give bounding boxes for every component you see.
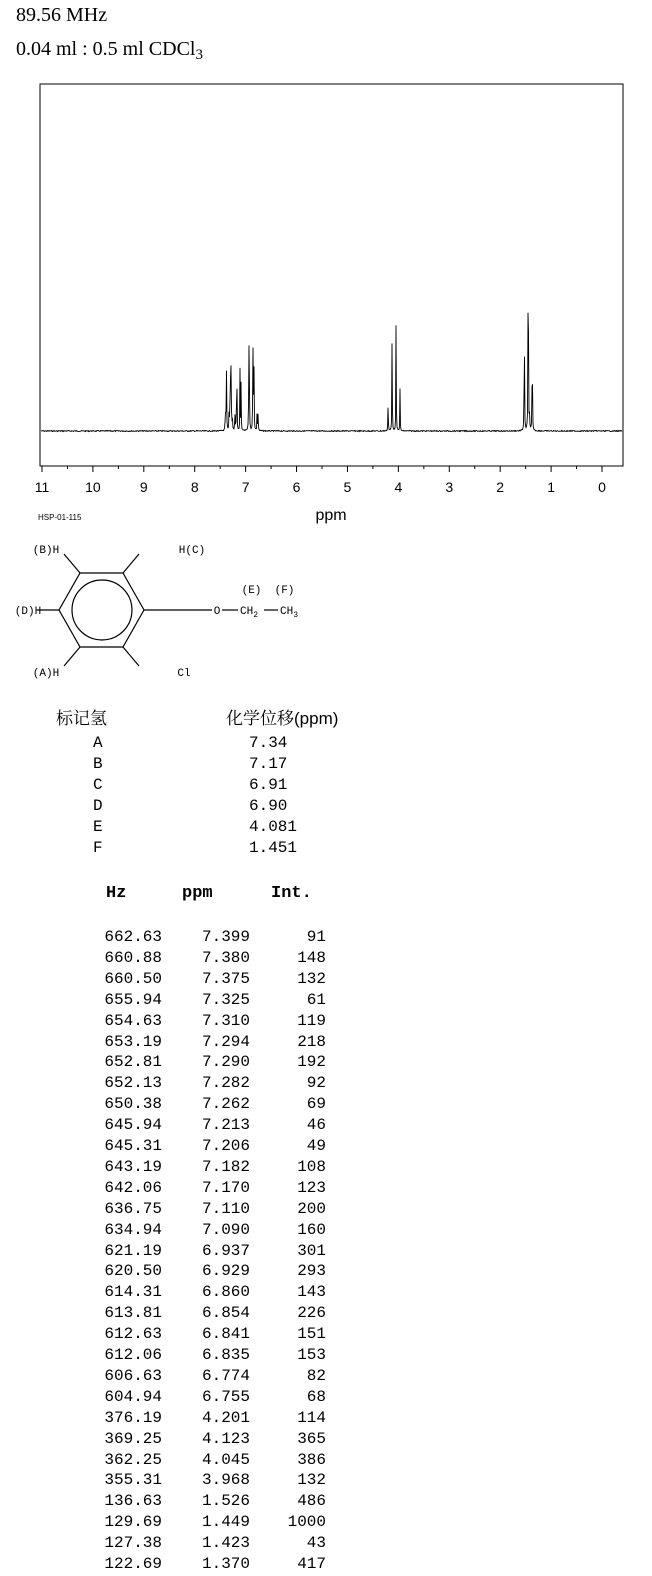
x-tick-label: 1 [547,479,555,495]
x-axis-label: ppm [315,507,347,524]
concentration-subscript: 3 [195,47,203,63]
peak-hz: 129.69 [104,1513,162,1532]
peak-ppm: 7.290 [201,1053,250,1072]
label-ch3-sub: 3 [293,611,299,620]
peak-int: 123 [297,1178,326,1197]
concentration-text: 0.04 ml : 0.5 ml CDCl [16,38,196,60]
peak-row [0,1179,400,1200]
peak-ppm: 7.282 [201,1074,250,1093]
peak-row [0,1116,400,1137]
peak-hz: 652.81 [104,1053,162,1072]
peak-int: 151 [297,1325,326,1344]
peak-row [0,1325,400,1346]
peak-row [0,1262,400,1283]
peak-row [0,1095,400,1116]
peak-hz: 362.25 [104,1450,162,1469]
label-ch2 [240,606,258,620]
shift-header-label: 标记氢 [56,709,107,728]
peak-int: 119 [297,1011,326,1030]
peak-row [0,1304,400,1325]
label-ch3-text: CH [280,606,294,618]
peak-ppm: 7.380 [201,948,250,967]
peak-int: 365 [297,1429,326,1448]
molecular-structure [14,538,334,688]
peak-int: 192 [297,1053,326,1072]
plot-frame [40,84,623,466]
shift-row-label: C [93,776,103,794]
peak-hz: 645.31 [104,1137,162,1155]
x-tick-label: 5 [343,479,352,495]
peak-row [0,1471,400,1492]
x-tick-label: 8 [190,479,199,495]
peak-row [0,1534,400,1555]
peak-hz: 614.31 [104,1283,162,1302]
shift-row [0,797,400,818]
peak-int: 114 [297,1408,326,1427]
shift-row-label: D [93,797,103,815]
peak-int: 218 [297,1032,326,1051]
peak-hz: 642.06 [104,1178,162,1197]
peak-int: 148 [297,948,326,967]
peak-hz: 612.63 [104,1325,162,1344]
peak-int: 226 [297,1304,326,1323]
peak-ppm: 7.294 [201,1032,250,1051]
shift-row-label: A [93,734,103,752]
peak-int: 43 [306,1534,326,1553]
peak-ppm: 7.310 [201,1011,250,1030]
peak-row [0,1430,400,1451]
peak-ppm: 7.206 [201,1137,250,1155]
shift-row [0,776,400,797]
peak-hz: 634.94 [104,1220,162,1239]
peak-ppm: 7.325 [201,990,250,1009]
peak-hz: 355.31 [104,1471,162,1490]
peak-hz: 613.81 [104,1304,162,1323]
peak-hz: 604.94 [104,1387,162,1406]
label-ch2-text: CH [240,606,254,618]
peak-int: 1000 [287,1513,326,1532]
peak-int: 160 [297,1220,326,1239]
peak-int: 132 [297,1471,326,1490]
peak-ppm: 1.370 [201,1555,250,1573]
bond-h-a [64,647,80,666]
peak-header-ppm: ppm [182,884,213,903]
peak-hz: 606.63 [104,1366,162,1385]
shift-row [0,839,400,860]
peak-int: 92 [306,1074,326,1093]
bond-cl [123,647,139,666]
peak-hz: 620.50 [104,1262,162,1281]
peak-hz: 136.63 [104,1492,162,1511]
peak-row [0,1137,400,1158]
peak-int: 61 [306,990,326,1009]
peak-hz: 652.13 [104,1074,162,1093]
peak-int: 132 [297,969,326,988]
peak-ppm: 7.262 [201,1095,250,1114]
peak-row [0,1388,400,1409]
x-tick-label: 6 [292,479,301,495]
peak-row [0,1283,400,1304]
peak-ppm: 4.201 [201,1408,250,1427]
aromatic-circle [72,580,132,640]
peak-int: 91 [306,928,326,946]
peak-row [0,1409,400,1430]
peak-hz: 660.50 [104,969,162,988]
peak-row [0,970,400,991]
bond-h-b [64,554,80,573]
peak-hz: 127.38 [104,1534,162,1553]
x-tick-label: 0 [598,479,606,495]
peak-row [0,1242,400,1263]
shift-row-value: 6.90 [249,797,288,815]
x-tick-label: 11 [34,479,50,495]
chemical-shift-table [0,704,400,864]
peak-int: 293 [297,1262,326,1281]
peak-int: 82 [306,1366,326,1385]
x-tick-label: 2 [496,479,505,495]
label-h-b: (B)H [32,545,60,557]
peak-hz: 122.69 [104,1555,162,1573]
peak-int: 486 [297,1492,326,1511]
peak-ppm: 1.526 [201,1492,250,1511]
peak-ppm: 6.854 [201,1304,250,1323]
peak-hz: 612.06 [104,1346,162,1364]
shift-row [0,818,400,839]
peak-row [0,1346,400,1367]
peak-ppm: 7.375 [201,969,250,988]
label-cl: Cl [177,668,191,680]
shift-row-label: F [93,839,103,857]
peak-ppm: 6.774 [201,1366,250,1385]
peak-ppm: 7.213 [201,1116,250,1135]
peak-ppm: 6.835 [201,1346,250,1364]
peak-int: 301 [297,1241,326,1260]
label-ch3 [280,606,298,620]
peak-ppm: 7.399 [201,928,250,946]
peak-ppm: 1.449 [201,1513,250,1532]
x-tick-label: 9 [139,479,148,495]
peak-row [0,1033,400,1054]
peak-row [0,1200,400,1221]
label-h-d: (D)H [14,606,42,618]
peak-hz: 650.38 [104,1095,162,1114]
peak-ppm: 6.937 [201,1241,250,1260]
shift-row-value: 7.17 [249,755,288,773]
peak-hz: 636.75 [104,1199,162,1218]
shift-row [0,755,400,776]
x-tick-label: 10 [85,479,101,495]
peak-hz: 643.19 [104,1157,162,1176]
peak-ppm: 7.170 [201,1178,250,1197]
peak-ppm: 1.423 [201,1534,250,1553]
peak-ppm: 4.045 [201,1450,250,1469]
peak-ppm: 6.860 [201,1283,250,1302]
label-h-c: H(C) [178,545,206,557]
peak-ppm: 3.968 [201,1471,250,1490]
shift-row-value: 6.91 [249,776,288,794]
sample-concentration [16,38,203,61]
x-axis-ticks [35,466,606,495]
label-ch2-sub: 2 [253,611,259,620]
peak-row [0,1513,400,1534]
peak-ppm: 6.841 [201,1325,250,1344]
shift-row [0,734,400,755]
shift-row-label: E [93,818,103,836]
peak-int: 108 [297,1157,326,1176]
shift-row-value: 7.34 [249,734,288,752]
peak-row [0,1555,400,1576]
label-h-a: (A)H [32,668,60,680]
peak-ppm: 4.123 [201,1429,250,1448]
peak-int: 417 [297,1555,326,1573]
peak-hz: 369.25 [104,1429,162,1448]
peak-int: 386 [297,1450,326,1469]
x-tick-label: 4 [394,479,403,495]
peak-row [0,1074,400,1095]
x-tick-label: 3 [445,479,454,495]
spectrometer-frequency: 89.56 MHz [16,4,108,26]
peak-hz: 660.88 [104,948,162,967]
shift-row-label: B [93,755,103,773]
spectrum-line [41,313,622,432]
shift-row-value: 1.451 [249,839,298,857]
shift-row-value: 4.081 [249,818,298,836]
peak-row [0,949,400,970]
peak-int: 46 [306,1116,326,1135]
peak-row [0,1492,400,1513]
bond-h-c [123,554,139,573]
peak-row [0,1053,400,1074]
peak-hz: 645.94 [104,1116,162,1135]
peak-header-hz: Hz [106,884,127,903]
x-tick-label: 7 [241,479,250,495]
peak-table [0,884,400,1574]
peak-ppm: 7.182 [201,1157,250,1176]
peak-hz: 655.94 [104,990,162,1009]
peak-int: 200 [297,1199,326,1218]
peak-int: 68 [306,1387,326,1406]
peak-row [0,1158,400,1179]
peak-int: 49 [306,1137,326,1155]
peak-int: 153 [297,1346,326,1364]
shift-header-shift: 化学位移(ppm) [226,709,339,728]
peak-int: 143 [297,1283,326,1302]
peak-row [0,928,400,949]
peak-hz: 376.19 [104,1408,162,1427]
peak-hz: 662.63 [104,928,162,946]
peak-row [0,1012,400,1033]
label-ef: (E) (F) [241,585,295,597]
peak-hz: 654.63 [104,1011,162,1030]
peak-hz: 653.19 [104,1032,162,1051]
peak-ppm: 6.755 [201,1387,250,1406]
peak-hz: 621.19 [104,1241,162,1260]
label-o: O [213,606,221,618]
spectrum-id: HSP-01-115 [38,513,82,522]
spectrum-layer [41,313,622,432]
peak-header-int: Int. [271,884,312,903]
peak-row [0,1451,400,1472]
peak-row [0,991,400,1012]
peak-row [0,1221,400,1242]
peak-int: 69 [306,1095,326,1114]
peak-row [0,1367,400,1388]
peak-ppm: 6.929 [201,1262,250,1281]
peak-ppm: 7.090 [201,1220,250,1239]
peak-ppm: 7.110 [201,1199,250,1218]
nmr-spectrum-chart [0,70,652,530]
